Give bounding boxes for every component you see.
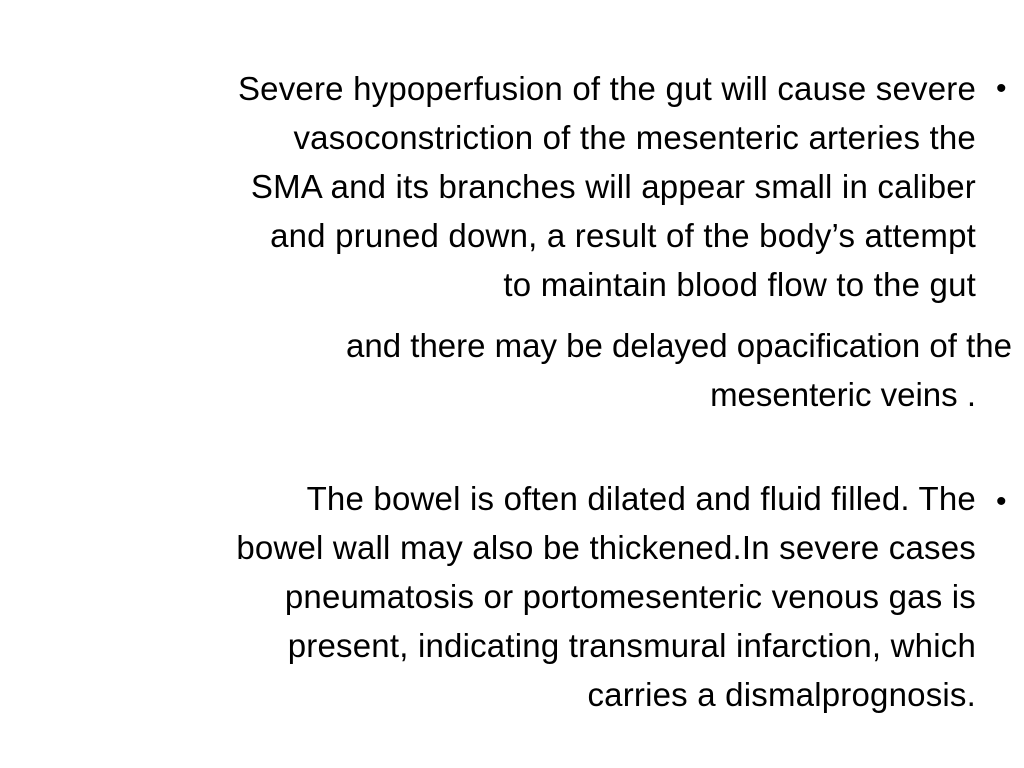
bullet-marker: • <box>996 485 1007 518</box>
bullet-marker: • <box>996 72 1007 105</box>
bullet-text-bowel: The bowel is often dilated and fluid filled. The bowel wall may also be thickened.In severe cases pneumatosis or portomesenteric venous gas is present, indicating transmural infarction, which carries a dismalprognosis. <box>236 480 976 713</box>
continuation-line-2: mesenteric veins . <box>710 376 976 413</box>
continuation-line-1: and there may be delayed opacification of the <box>346 327 1012 364</box>
bullet-text-hypoperfusion: Severe hypoperfusion of the gut will cause severe vasoconstriction of the mesenteric arteries the SMA and its branches will appear small in caliber and pruned down, a result of the body’s attempt to maintain blood flow to the gut <box>237 70 976 303</box>
